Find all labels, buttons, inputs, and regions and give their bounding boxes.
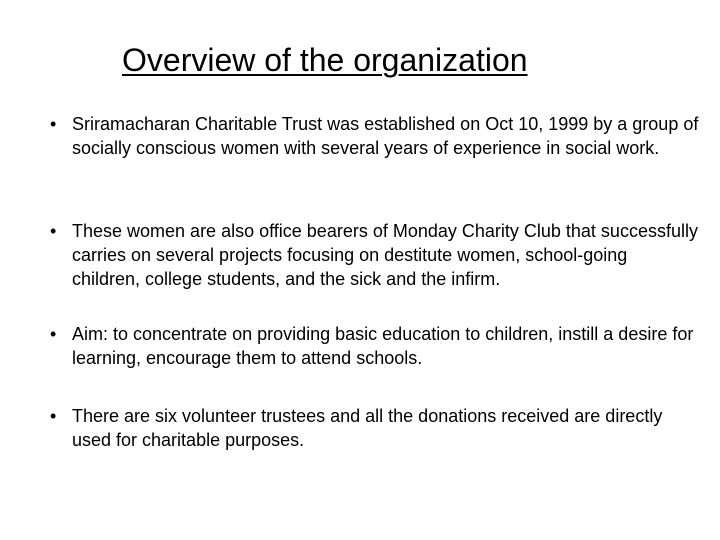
bullet-item xyxy=(50,322,700,370)
bullet-text: Aim: to concentrate on providing basic education to children, instill a desire for learning, encourage them to attend schools. xyxy=(72,324,694,368)
bullet-text: Sriramacharan Charitable Trust was established on Oct 10, 1999 by a group of socially conscious women with several years of experience in social work. xyxy=(72,114,699,158)
bullet-icon: • xyxy=(50,114,57,134)
bullet-icon: • xyxy=(50,324,57,344)
bullet-icon: • xyxy=(50,406,57,426)
bullet-item xyxy=(50,219,700,291)
bullet-text: These women are also office bearers of Monday Charity Club that successfully carries on several projects focusing on destitute women, school-going children, college students, and the sick and the infirm. xyxy=(72,221,698,289)
bullet-text: There are six volunteer trustees and all the donations received are directly used for charitable purposes. xyxy=(72,406,663,450)
slide-title: Overview of the organization xyxy=(122,42,528,78)
bullet-item xyxy=(50,112,700,160)
bullet-icon: • xyxy=(50,221,57,241)
bullet-item xyxy=(50,404,700,452)
